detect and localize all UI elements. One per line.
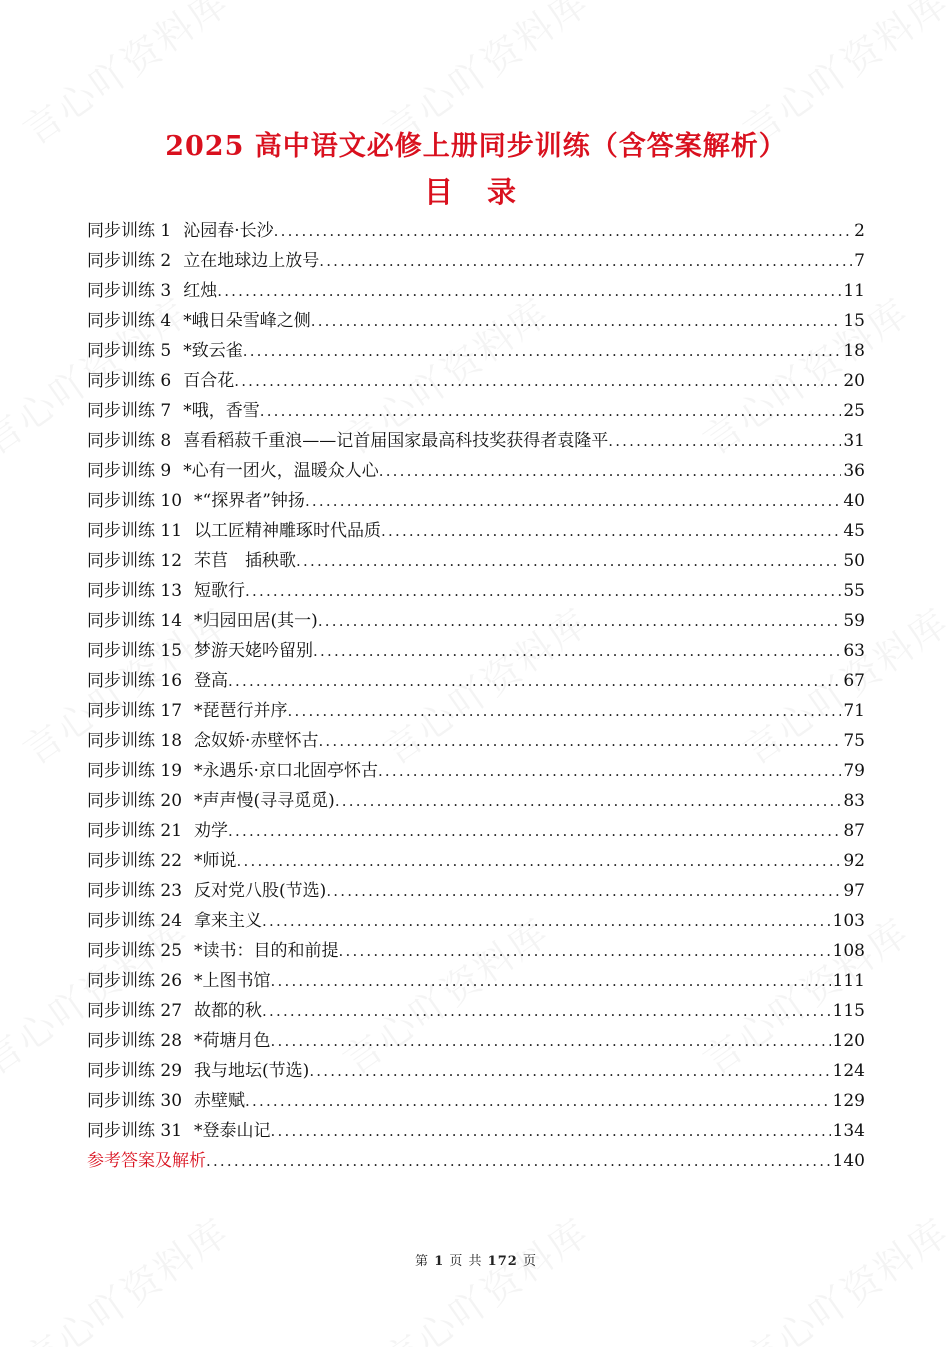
- toc-label: 同步训练 13: [87, 581, 183, 601]
- toc-dot-leader: [313, 636, 841, 666]
- toc-page-number: 129: [832, 1091, 865, 1111]
- page-footer: [0, 1250, 952, 1269]
- toc-page-number: 59: [843, 611, 865, 631]
- toc-row[interactable]: [87, 426, 865, 456]
- toc-title: *心有一团火，温暖众人心: [183, 461, 379, 481]
- toc-label: 同步训练 7: [87, 401, 172, 421]
- toc-label: 同步训练 4: [87, 311, 172, 331]
- toc-page-number: 25: [843, 401, 865, 421]
- toc-page-number: 45: [843, 521, 865, 541]
- toc-row[interactable]: [87, 1116, 865, 1146]
- toc-title: 百合花: [183, 371, 235, 391]
- toc-page-number: 83: [843, 791, 865, 811]
- toc-title: 拿来主义: [194, 911, 263, 931]
- toc-page-number: 31: [843, 431, 865, 451]
- toc-title: *上图书馆: [194, 971, 271, 991]
- toc-title: 登高: [194, 671, 229, 691]
- toc-dot-leader: [271, 1026, 831, 1056]
- toc-dot-leader: [318, 726, 841, 756]
- toc-title: *登泰山记: [194, 1121, 271, 1141]
- toc-dot-leader: [228, 816, 841, 846]
- toc-label: 同步训练 27: [87, 1001, 183, 1021]
- toc-title: *荷塘月色: [194, 1031, 271, 1051]
- toc-dot-leader: [274, 216, 853, 246]
- toc-label: 同步训练 16: [87, 671, 183, 691]
- toc-dot-leader: [305, 486, 841, 516]
- toc-page-number: 120: [832, 1031, 865, 1051]
- toc-row[interactable]: [87, 636, 865, 666]
- toc-page-number: 97: [843, 881, 865, 901]
- toc-dot-leader: [245, 576, 841, 606]
- toc-page-number: 50: [843, 551, 865, 571]
- toc-title: *声声慢(寻寻觅觅): [194, 791, 335, 811]
- toc-label: 同步训练 6: [87, 371, 172, 391]
- toc-title: 我与地坛(节选): [194, 1061, 310, 1081]
- toc-row[interactable]: [87, 546, 865, 576]
- toc-label: 同步训练 12: [87, 551, 183, 571]
- toc-title: *永遇乐·京口北固亭怀古: [194, 761, 378, 781]
- toc-row[interactable]: [87, 966, 865, 996]
- toc-title: 沁园春·长沙: [183, 221, 274, 241]
- toc-page-number: 55: [843, 581, 865, 601]
- toc-title: 立在地球边上放号: [183, 251, 320, 271]
- toc-label: 同步训练 30: [87, 1091, 183, 1111]
- toc-page-number: 67: [843, 671, 865, 691]
- toc-label: 同步训练 31: [87, 1121, 183, 1141]
- toc-dot-leader: [271, 966, 831, 996]
- footer-suffix: 页: [522, 1254, 537, 1269]
- toc-row[interactable]: [87, 216, 865, 246]
- toc-page-number: 115: [832, 1001, 865, 1021]
- toc-page-number: 92: [843, 851, 865, 871]
- toc-dot-leader: [243, 336, 842, 366]
- toc-row[interactable]: [87, 306, 865, 336]
- toc-dot-leader: [206, 1146, 831, 1176]
- toc-label: 同步训练 25: [87, 941, 183, 961]
- toc-dot-leader: [217, 276, 841, 306]
- toc-title: 以工匠精神雕琢时代品质: [194, 521, 382, 541]
- toc-page-number: 11: [843, 281, 865, 301]
- toc-dot-leader: [262, 996, 831, 1026]
- toc-dot-leader: [335, 786, 842, 816]
- toc-dot-leader: [228, 666, 841, 696]
- toc-page-number: 40: [843, 491, 865, 511]
- toc-page-number: 134: [832, 1121, 865, 1141]
- toc-page-number: 103: [832, 911, 865, 931]
- toc-dot-leader: [326, 876, 841, 906]
- toc-row[interactable]: [87, 756, 865, 786]
- toc-title: 红烛: [183, 281, 218, 301]
- toc-dot-leader: [379, 456, 842, 486]
- toc-title: *归园田居(其一): [194, 611, 318, 631]
- toc-row[interactable]: [87, 366, 865, 396]
- toc-label: 同步训练 29: [87, 1061, 183, 1081]
- toc-label: 同步训练 1: [87, 221, 172, 241]
- toc-dot-leader: [296, 546, 841, 576]
- toc-label: 同步训练 2: [87, 251, 172, 271]
- toc-page-number: 36: [843, 461, 865, 481]
- toc-row[interactable]: [87, 576, 865, 606]
- toc-title: *致云雀: [183, 341, 243, 361]
- toc-label: 同步训练 23: [87, 881, 183, 901]
- toc-title: *哦，香雪: [183, 401, 260, 421]
- toc-answers-label: 参考答案及解析: [87, 1151, 206, 1171]
- toc-title: 喜看稻菽千重浪——记首届国家最高科技奖获得者袁隆平: [183, 431, 609, 451]
- toc-dot-leader: [339, 936, 831, 966]
- toc-dot-leader: [262, 906, 831, 936]
- toc-dot-leader: [311, 306, 842, 336]
- toc-title: 故都的秋: [194, 1001, 263, 1021]
- toc-row[interactable]: [87, 516, 865, 546]
- toc-page-number: 140: [832, 1151, 865, 1171]
- toc-title: 芣苢 插秧歌: [194, 551, 297, 571]
- toc-row[interactable]: [87, 1056, 865, 1086]
- toc-label: 同步训练 22: [87, 851, 183, 871]
- toc-page-number: 79: [843, 761, 865, 781]
- toc-dot-leader: [318, 606, 842, 636]
- toc-page-number: 2: [854, 221, 865, 241]
- toc-page-number: 63: [843, 641, 865, 661]
- toc-title: *师说: [194, 851, 237, 871]
- toc-label: 同步训练 8: [87, 431, 172, 451]
- toc-row-answers[interactable]: [87, 1146, 865, 1176]
- toc-dot-leader: [319, 246, 852, 276]
- toc-page-number: 75: [843, 731, 865, 751]
- toc-dot-leader: [309, 1056, 830, 1086]
- toc-title: 念奴娇·赤壁怀古: [194, 731, 319, 751]
- toc-dot-leader: [381, 516, 841, 546]
- toc-title: 劝学: [194, 821, 229, 841]
- toc-row[interactable]: [87, 1086, 865, 1116]
- toc-dot-leader: [608, 426, 841, 456]
- toc-page-number: 87: [843, 821, 865, 841]
- toc-title: *读书：目的和前提: [194, 941, 339, 961]
- toc-label: 同步训练 15: [87, 641, 183, 661]
- toc-page-number: 111: [832, 971, 865, 991]
- toc-title: 梦游天姥吟留别: [194, 641, 314, 661]
- toc-label: 同步训练 17: [87, 701, 183, 721]
- toc-label: 同步训练 24: [87, 911, 183, 931]
- toc-row[interactable]: [87, 936, 865, 966]
- footer-middle: 页 共: [449, 1254, 483, 1269]
- toc-row[interactable]: [87, 786, 865, 816]
- watermark-text: [370, 1202, 598, 1347]
- toc-row[interactable]: [87, 1026, 865, 1056]
- toc-dot-leader: [245, 1086, 831, 1116]
- toc-dot-leader: [260, 396, 842, 426]
- toc-page-number: 71: [843, 701, 865, 721]
- toc-row[interactable]: [87, 456, 865, 486]
- toc-row[interactable]: [87, 336, 865, 366]
- toc-page-number: 18: [843, 341, 865, 361]
- toc-page-number: 7: [854, 251, 865, 271]
- toc-label: 同步训练 3: [87, 281, 172, 301]
- toc-row[interactable]: [87, 876, 865, 906]
- footer-prefix: 第: [415, 1254, 430, 1269]
- toc-label: 同步训练 18: [87, 731, 183, 751]
- toc-dot-leader: [237, 846, 842, 876]
- toc-title: 短歌行: [194, 581, 246, 601]
- toc-dot-leader: [234, 366, 841, 396]
- watermark-text: [10, 1202, 238, 1347]
- toc-label: 同步训练 14: [87, 611, 183, 631]
- toc-row[interactable]: [87, 816, 865, 846]
- toc-row[interactable]: [87, 396, 865, 426]
- toc-title: *峨日朵雪峰之侧: [183, 311, 311, 331]
- toc-label: 同步训练 11: [87, 521, 183, 541]
- toc-page-number: 108: [832, 941, 865, 961]
- toc-row[interactable]: [87, 696, 865, 726]
- toc-row[interactable]: [87, 486, 865, 516]
- toc-label: 同步训练 19: [87, 761, 183, 781]
- toc-row[interactable]: [87, 666, 865, 696]
- footer-page-number: 1: [434, 1254, 445, 1269]
- toc-dot-leader: [288, 696, 842, 726]
- toc-row[interactable]: [87, 996, 865, 1026]
- toc-dot-leader: [271, 1116, 831, 1146]
- toc-row[interactable]: [87, 846, 865, 876]
- toc-heading: 目 录: [423, 175, 529, 209]
- toc-dot-leader: [378, 756, 841, 786]
- toc-row[interactable]: [87, 606, 865, 636]
- toc-label: 同步训练 21: [87, 821, 183, 841]
- toc-title: *“探界者”钟扬: [194, 491, 305, 511]
- toc-row[interactable]: [87, 726, 865, 756]
- toc-title: *琵琶行并序: [194, 701, 288, 721]
- toc-label: 同步训练 10: [87, 491, 183, 511]
- toc-row[interactable]: [87, 276, 865, 306]
- toc-label: 同步训练 28: [87, 1031, 183, 1051]
- toc-page-number: 124: [832, 1061, 865, 1081]
- toc-title: 反对党八股(节选): [194, 881, 327, 901]
- toc-label: 同步训练 26: [87, 971, 183, 991]
- watermark-text: [730, 1202, 952, 1347]
- toc-row[interactable]: [87, 906, 865, 936]
- toc-label: 同步训练 20: [87, 791, 183, 811]
- document-title: 2025 高中语文必修上册同步训练（含答案解析）: [165, 131, 787, 162]
- toc-page-number: 20: [843, 371, 865, 391]
- toc-title: 赤壁赋: [194, 1091, 246, 1111]
- footer-total-pages: 172: [487, 1254, 518, 1269]
- toc-label: 同步训练 9: [87, 461, 172, 481]
- toc-row[interactable]: [87, 246, 865, 276]
- toc-list: [87, 216, 865, 1176]
- toc-label: 同步训练 5: [87, 341, 172, 361]
- toc-page-number: 15: [843, 311, 865, 331]
